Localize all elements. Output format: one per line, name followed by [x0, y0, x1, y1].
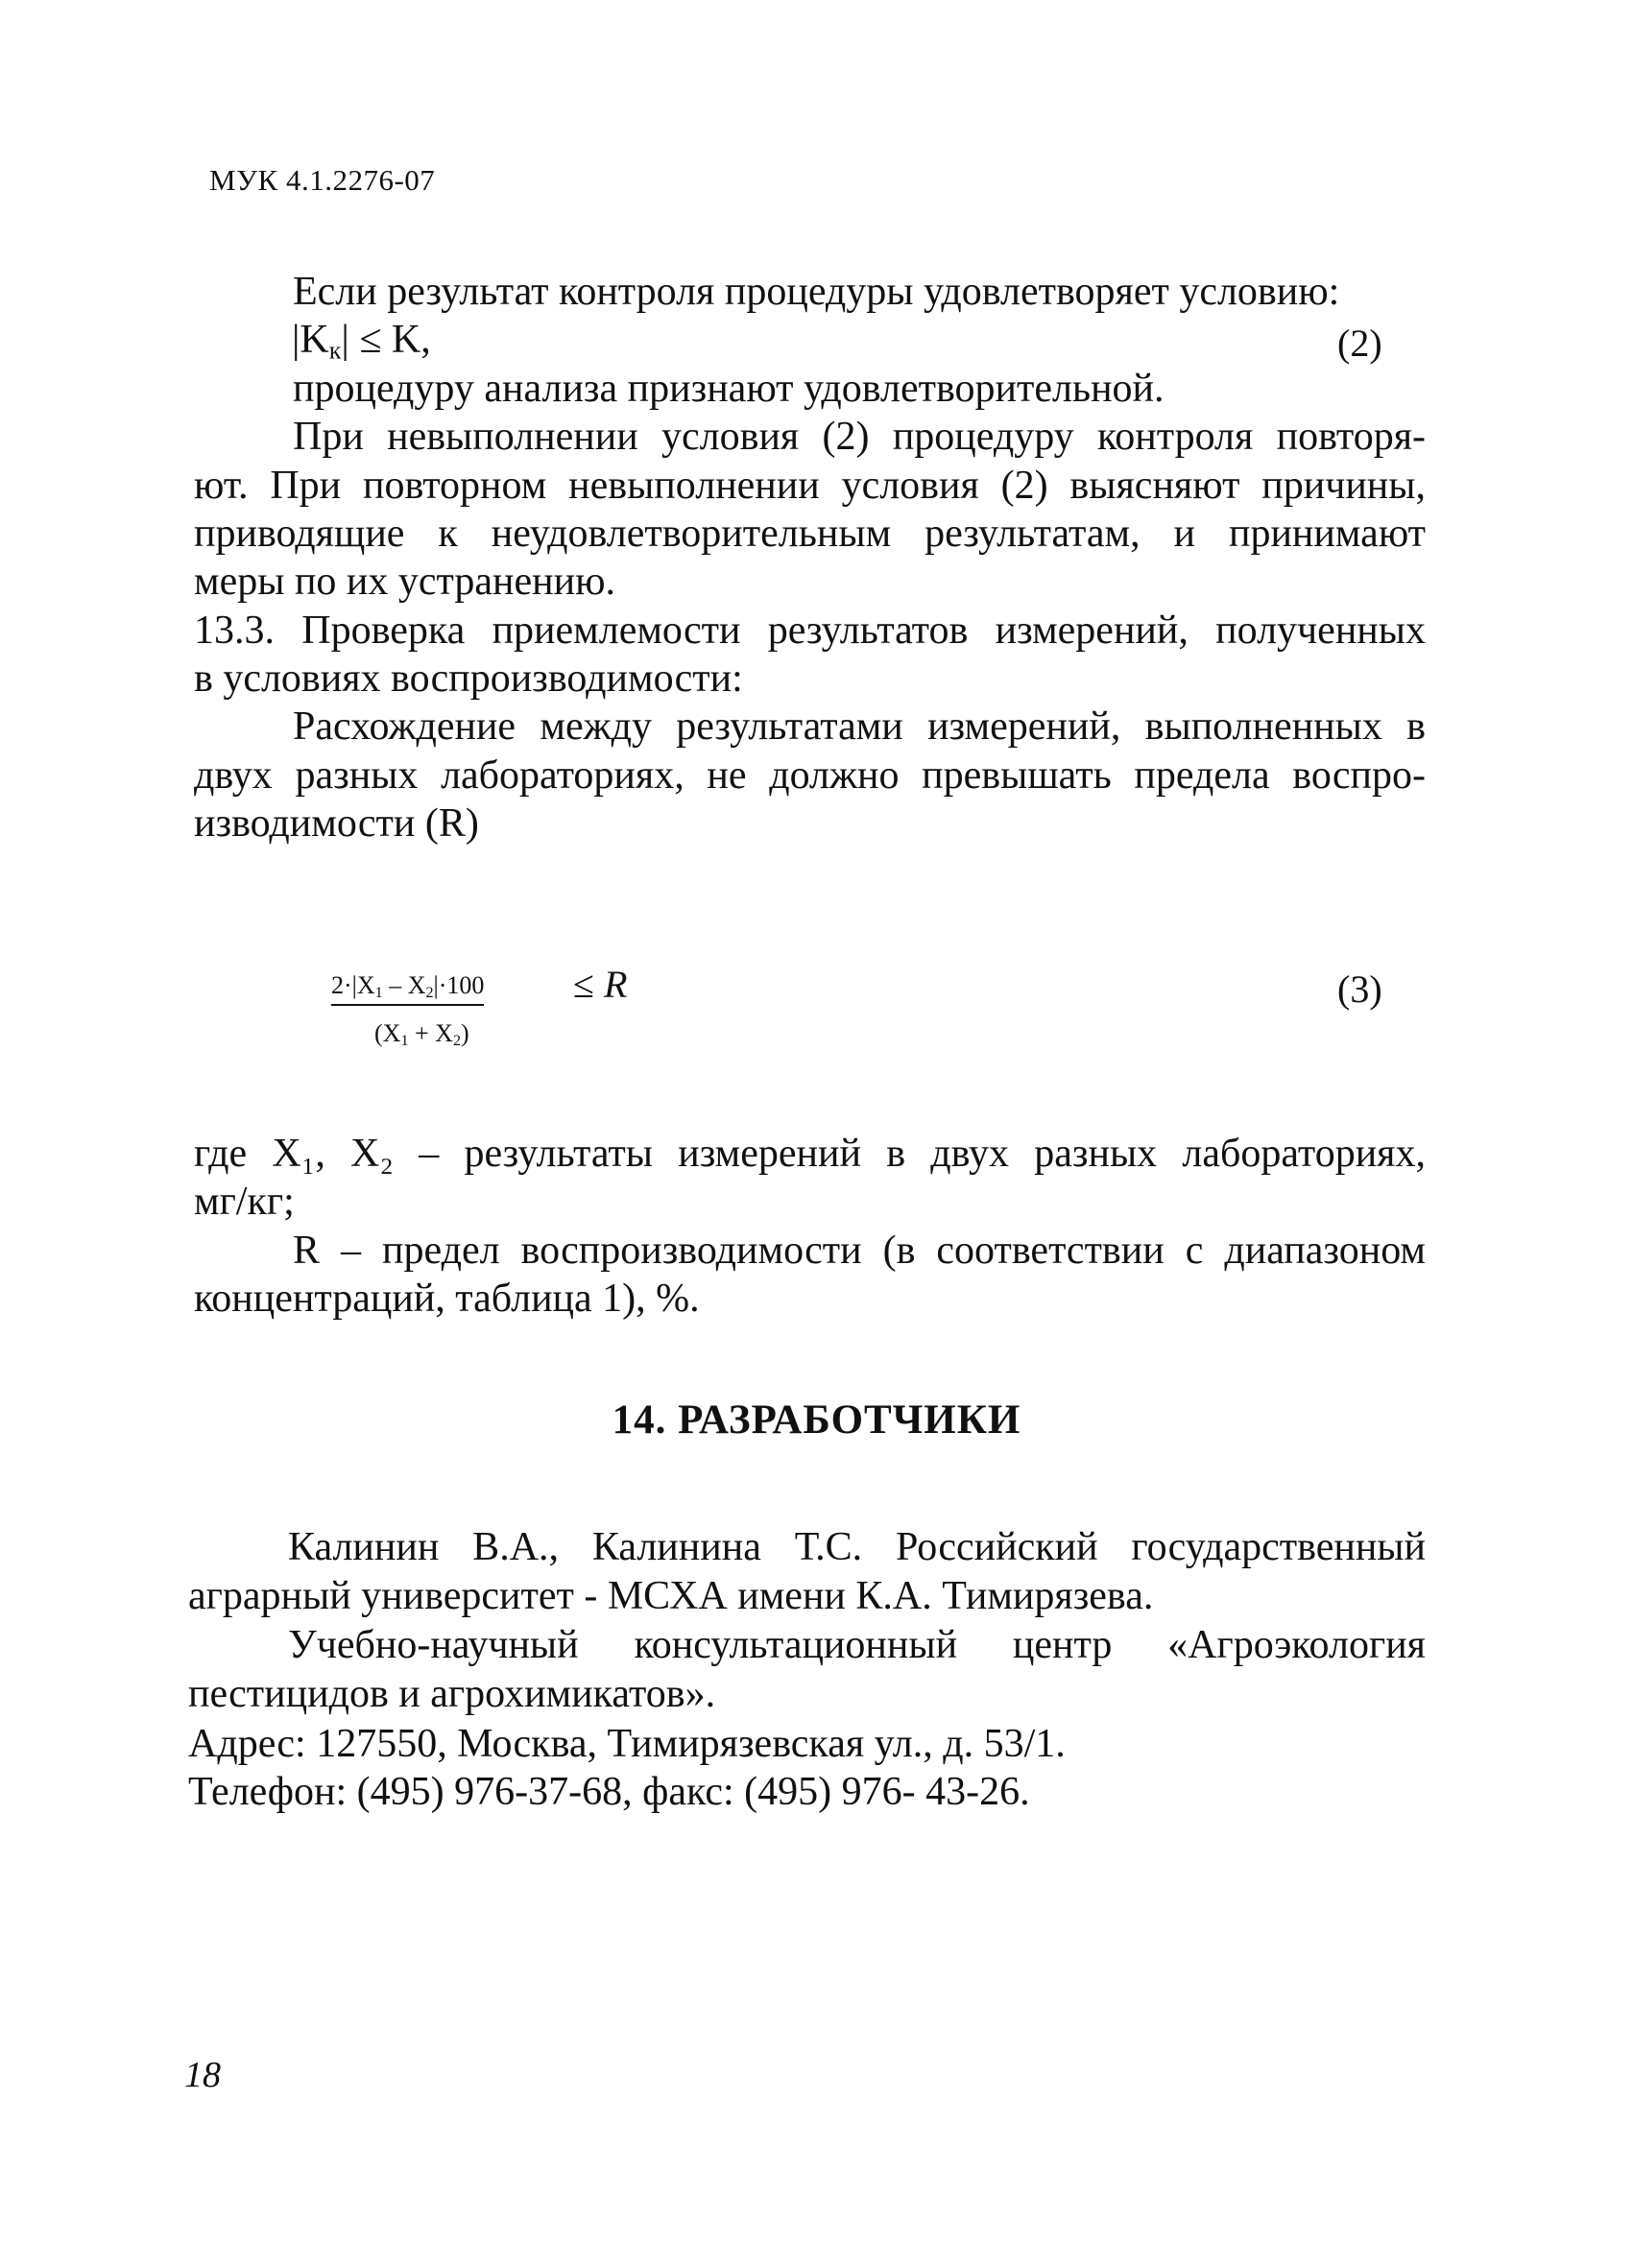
developers-line-1: Калинин В.А., Калинина Т.С. Российский государственный	[288, 1525, 1426, 1569]
phone-fax-line: Телефон: (495) 976-37-68, факс: (495) 976- 43-26.	[188, 1770, 1030, 1814]
where-line-2: мг/кг;	[194, 1180, 295, 1224]
formula-3-numerator	[331, 971, 484, 1006]
paragraph-repeat-line-3: приводящие к неудовлетворительным результатам, и принимают	[194, 512, 1426, 556]
formula-3-numerator-sub2: 2	[425, 985, 434, 1002]
formula-3-denominator-a: (X	[374, 1019, 401, 1047]
section-14-title: 14. РАЗРАБОТЧИКИ	[612, 1397, 1021, 1443]
formula-3-rhs: R	[603, 963, 628, 1006]
equation-number-2: (2)	[1337, 322, 1382, 365]
paragraph-repeat-line-4: меры по их устранению.	[194, 560, 615, 604]
formula-3-relation	[573, 962, 627, 1007]
formula-3-denominator-c: )	[461, 1019, 469, 1047]
paragraph-discrepancy-line-2: двух разных лабораториях, не должно превышать предела воспро-	[194, 753, 1426, 798]
page-number: 18	[184, 2055, 221, 2095]
formula-3-numerator-a: 2·|X	[331, 971, 375, 999]
subsection-13-3-line-1: 13.3. Проверка приемлемости результатов измерений, полученных	[194, 609, 1426, 653]
where-line-4: концентраций, таблица 1), %.	[194, 1277, 700, 1321]
paragraph-discrepancy-line-1: Расхождение между результатами измерений, выполненных в	[293, 704, 1426, 749]
formula-3-numerator-b: – X	[382, 971, 426, 999]
center-line-1: Учебно-научный консультационный центр «Агроэкология	[288, 1623, 1426, 1667]
formula-2-lhs-prefix: |K	[292, 318, 329, 362]
where-line-1: где X₁, X₂ – результаты измерений в двух разных лабораториях,	[194, 1132, 1426, 1176]
paragraph-repeat-line-1: При невыполнении условия (2) процедуру контроля повторя-	[293, 415, 1426, 459]
formula-3-denominator-sub1: 1	[400, 1033, 409, 1050]
subsection-13-3-line-2: в условиях воспроизводимости:	[194, 657, 743, 701]
formula-3-numerator-c: |·100	[433, 971, 485, 999]
formula-3-numerator-sub1: 1	[374, 985, 383, 1002]
center-line-2: пестицидов и агрохимикатов».	[188, 1672, 716, 1716]
formula-3-denominator-sub2: 2	[452, 1033, 462, 1050]
paragraph-procedure-satisfactory: процедуру анализа признают удовлетворительной.	[293, 367, 1165, 411]
formula-3-denominator-b: + X	[408, 1019, 453, 1047]
paragraph-condition-intro: Если результат контроля процедуры удовлетворяет условию:	[293, 270, 1340, 314]
where-line-3: R – предел воспроизводимости (в соответствии с диапазоном	[293, 1229, 1426, 1273]
equation-number-3: (3)	[1337, 967, 1382, 1011]
paragraph-discrepancy-line-3: изводимости (R)	[194, 801, 479, 846]
address-line: Адрес: 127550, Москва, Тимирязевская ул., д. 53/1.	[188, 1722, 1066, 1766]
paragraph-repeat-line-2: ют. При повторном невыполнении условия (2) выясняют причины,	[194, 464, 1426, 508]
developers-line-2: аграрный университет - МСХА имени К.А. Тимирязева.	[188, 1574, 1154, 1618]
doc-code-header: МУК 4.1.2276-07	[209, 163, 436, 197]
formula-3-denominator	[374, 1019, 469, 1050]
formula-3-relation-sign: ≤	[573, 963, 594, 1006]
formula-2-lhs-sub: к	[328, 336, 342, 365]
formula-2-lhs-suffix: | ≤ K,	[341, 318, 431, 362]
